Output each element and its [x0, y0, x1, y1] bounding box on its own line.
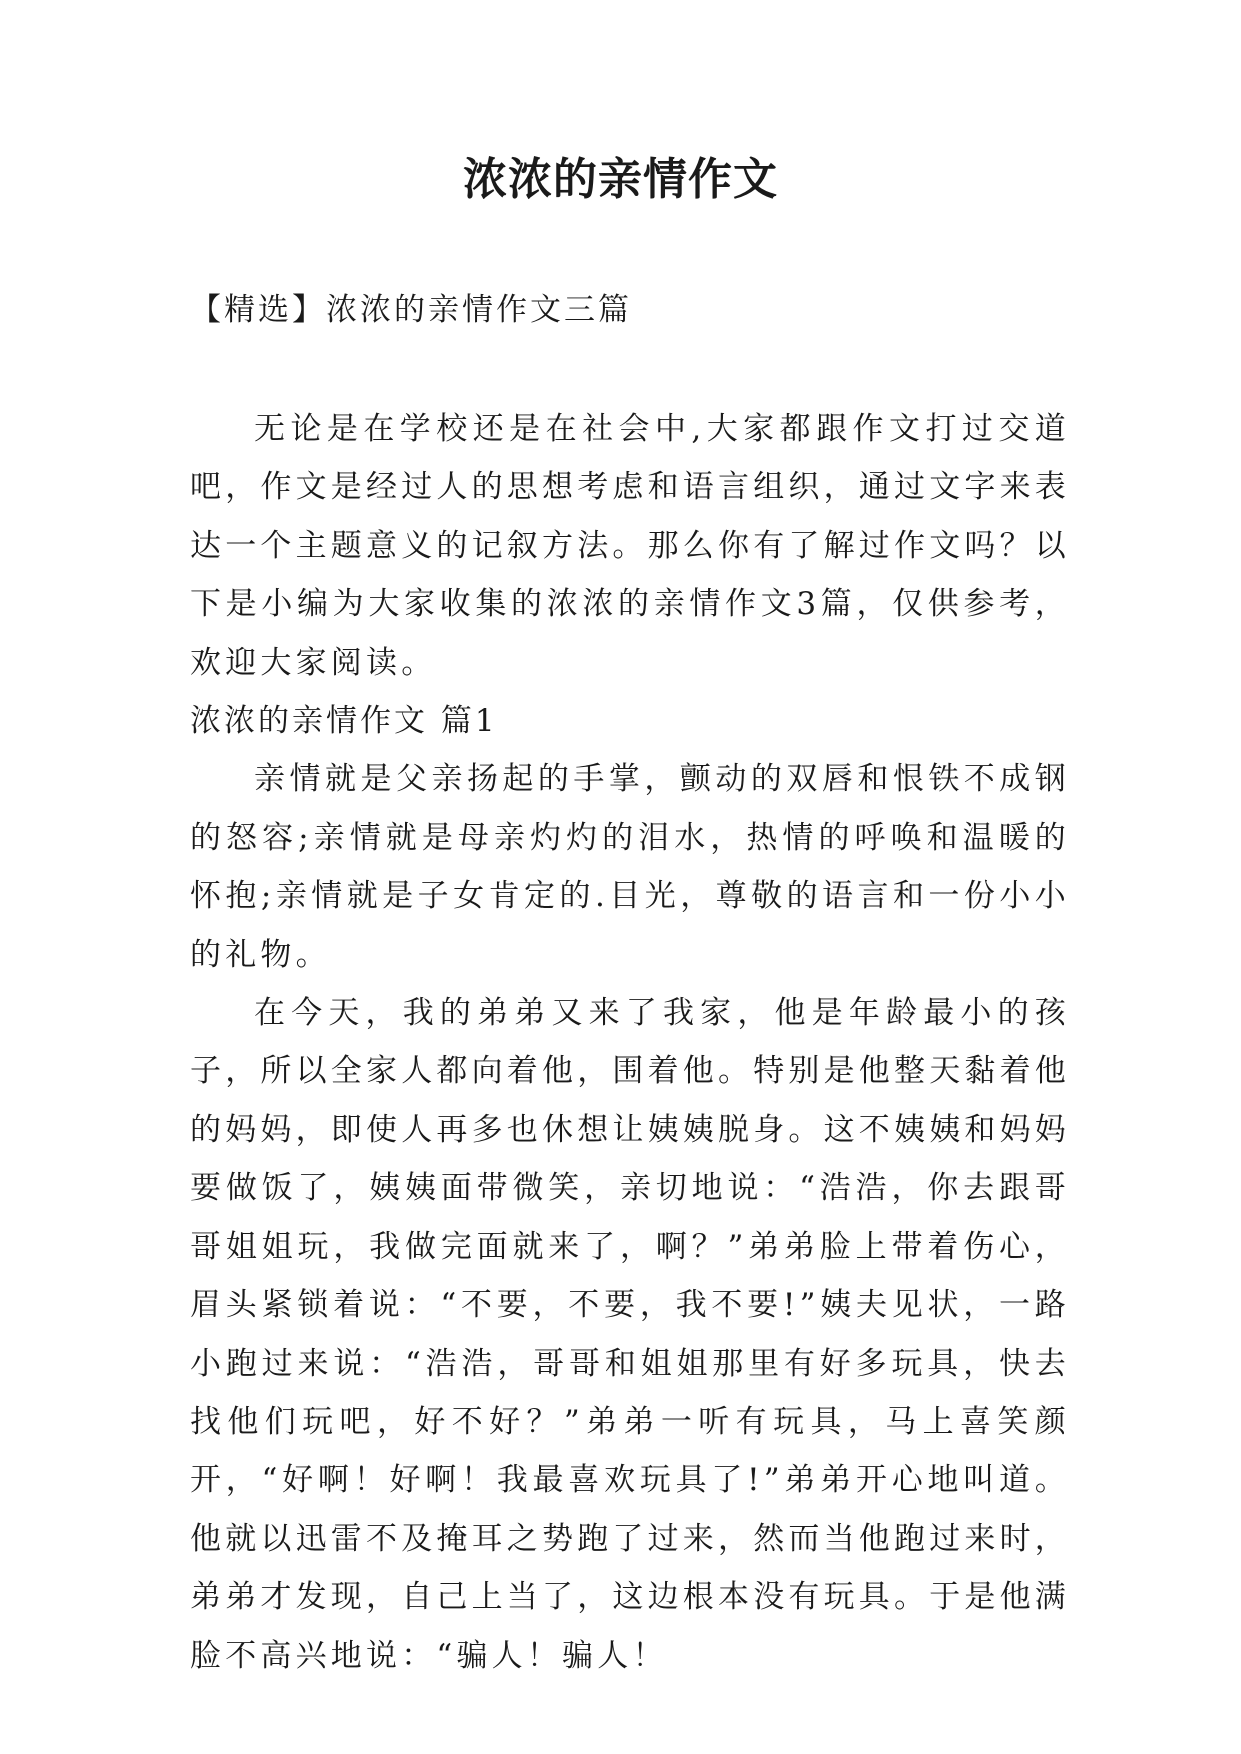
document-body: [190, 400, 1070, 1685]
body-paragraph: 在今天，我的弟弟又来了我家，他是年龄最小的孩子，所以全家人都向着他，围着他。特别是他整天黏着他的妈妈，即使人再多也休想让姨姨脱身。这不姨姨和妈妈要做饭了，姨姨面带微笑，亲切地说：“浩浩，你去跟哥哥姐姐玩，我做完面就来了，啊？”弟弟脸上带着伤心，眉头紧锁着说：“不要，不要，我不要!”姨夫见状，一路小跑过来说：“浩浩，哥哥和姐姐那里有好多玩具，快去找他们玩吧，好不好？”弟弟一听有玩具，马上喜笑颜开，“好啊！好啊！我最喜欢玩具了!”弟弟开心地叫道。他就以迅雷不及掩耳之势跑了过来，然而当他跑过来时，弟弟才发现，自己上当了，这边根本没有玩具。于是他满脸不高兴地说：“骗人！骗人！: [190, 995, 1070, 1674]
section-heading: 浓浓的亲情作文 篇1: [190, 703, 498, 740]
body-paragraph: 亲情就是父亲扬起的手掌，颤动的双唇和恨铁不成钢的怒容;亲情就是母亲灼灼的泪水，热情的呼唤和温暖的怀抱;亲情就是子女肯定的.目光，尊敬的语言和一份小小的礼物。: [190, 761, 1070, 973]
intro-paragraph: 无论是在学校还是在社会中,大家都跟作文打过交道吧，作文是经过人的思想考虑和语言组织，通过文字来表达一个主题意义的记叙方法。那么你有了解过作文吗？以下是小编为大家收集的浓浓的亲情作文3篇，仅供参考，欢迎大家阅读。: [190, 411, 1070, 681]
document-subtitle: 【精选】浓浓的亲情作文三篇: [190, 292, 632, 328]
document-title: 浓浓的亲情作文: [463, 154, 778, 205]
